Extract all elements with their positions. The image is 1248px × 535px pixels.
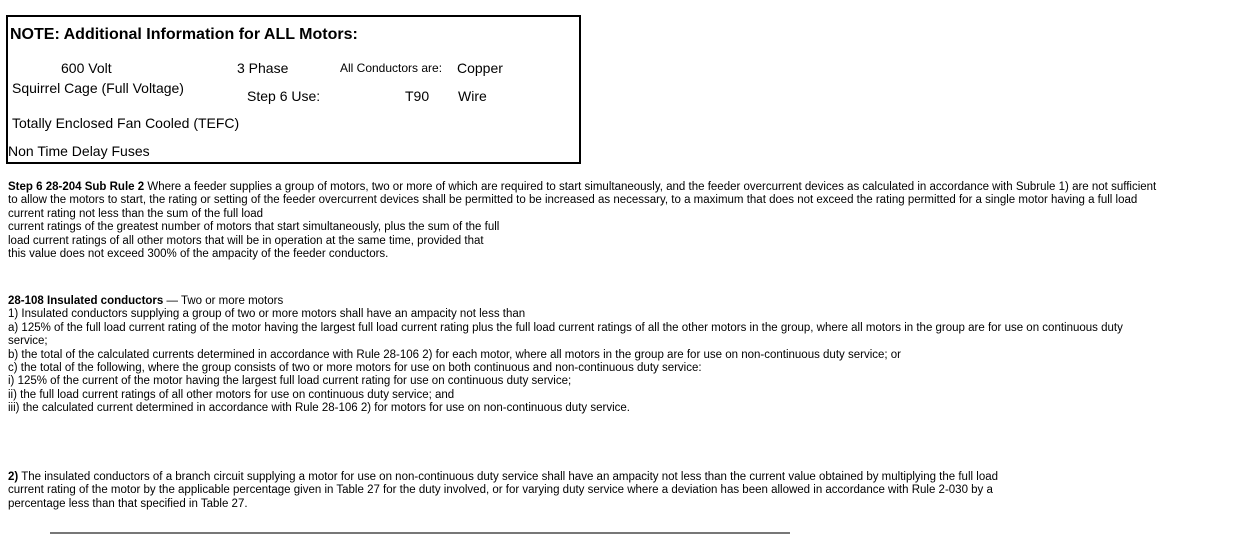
rule-2-line: percentage less than that specified in Table 27. bbox=[8, 497, 248, 510]
rule-28-108-line: iii) the calculated current determined in accordance with Rule 28-106 2) for motors for use on non-continuous duty service. bbox=[8, 402, 630, 415]
note-title: NOTE: Additional Information for ALL Motors: bbox=[10, 26, 358, 43]
rule-28-108-line: ii) the full load current ratings of all other motors for use on continuous duty service; and bbox=[8, 388, 455, 401]
rule-2-paragraph bbox=[8, 471, 998, 511]
rule-28-108-line: a) 125% of the full load current rating of the motor having the largest full load current rating plus the full load current ratings of all the other motors in the group, where all motors in the group are for use on continuous duty bbox=[8, 321, 1123, 334]
rule-28-108-subheading: — Two or more motors bbox=[163, 295, 284, 307]
step6-value: T90 bbox=[405, 88, 430, 104]
conductors-value: Copper bbox=[457, 60, 503, 76]
conductors-label: All Conductors are: bbox=[340, 61, 443, 75]
step6-line: this value does not exceed 300% of the ampacity of the feeder conductors. bbox=[8, 248, 389, 261]
step6-line: load current ratings of all other motors that will be in operation at the same time, provided that bbox=[8, 234, 484, 247]
rule-2-line: current rating of the motor by the applicable percentage given in Table 27 for the duty involved, or for varying duty service where a deviation has been allowed in accordance with Rule 2-030 by a bbox=[8, 484, 993, 497]
step6-line: Where a feeder supplies a group of motors, two or more of which are required to start simultaneously, and the feeder overcurrent devices as calculated in accordance with Subrule 1) are not sufficient bbox=[144, 181, 1157, 193]
rule-28-108-paragraph bbox=[8, 295, 1123, 416]
motor-type: Squirrel Cage (Full Voltage) bbox=[12, 80, 184, 96]
rule-28-108-line: c) the total of the following, where the group consists of two or more motors for use on both continuous and non-continuous duty service: bbox=[8, 362, 702, 375]
step6-paragraph bbox=[8, 181, 1156, 261]
fuse-type: Non Time Delay Fuses bbox=[8, 143, 150, 159]
voltage-value: 600 Volt bbox=[61, 60, 112, 76]
rule-2-line: The insulated conductors of a branch circuit supplying a motor for use on non-continuous duty service shall have an ampacity not less than the current value obtained by multiplying the full load bbox=[18, 471, 999, 483]
rule-28-108-line: i) 125% of the current of the motor having the largest full load current rating for use on continuous duty service; bbox=[8, 375, 572, 388]
step6-line: current rating not less than the sum of the full load bbox=[8, 207, 264, 220]
rule-2-heading: 2) bbox=[8, 471, 19, 483]
step6-line: to allow the motors to start, the rating or setting of the feeder overcurrent devices shall be permitted to be increased as necessary, to a maximum that does not exceed the rating permitted for a single motor having a full load bbox=[8, 194, 1138, 207]
step6-label: Step 6 Use: bbox=[247, 88, 321, 104]
rule-28-108-heading: 28-108 Insulated conductors bbox=[8, 295, 164, 307]
rule-28-108-line: service; bbox=[8, 335, 48, 348]
rule-28-108-line: 1) Insulated conductors supplying a group of two or more motors shall have an ampacity not less than bbox=[8, 308, 526, 321]
step6-heading: Step 6 28-204 Sub Rule 2 bbox=[8, 181, 145, 193]
motor-info-box bbox=[6, 15, 581, 164]
step6-unit: Wire bbox=[458, 88, 487, 104]
phase-value: 3 Phase bbox=[237, 60, 289, 76]
enclosure-type: Totally Enclosed Fan Cooled (TEFC) bbox=[12, 115, 240, 131]
step6-line: current ratings of the greatest number of motors that start simultaneously, plus the sum of the full bbox=[8, 221, 500, 234]
rule-28-108-line: b) the total of the calculated currents determined in accordance with Rule 28-106 2) for each motor, where all motors in the group are for use on non-continuous duty service; or bbox=[8, 348, 902, 361]
bottom-divider bbox=[50, 532, 790, 534]
